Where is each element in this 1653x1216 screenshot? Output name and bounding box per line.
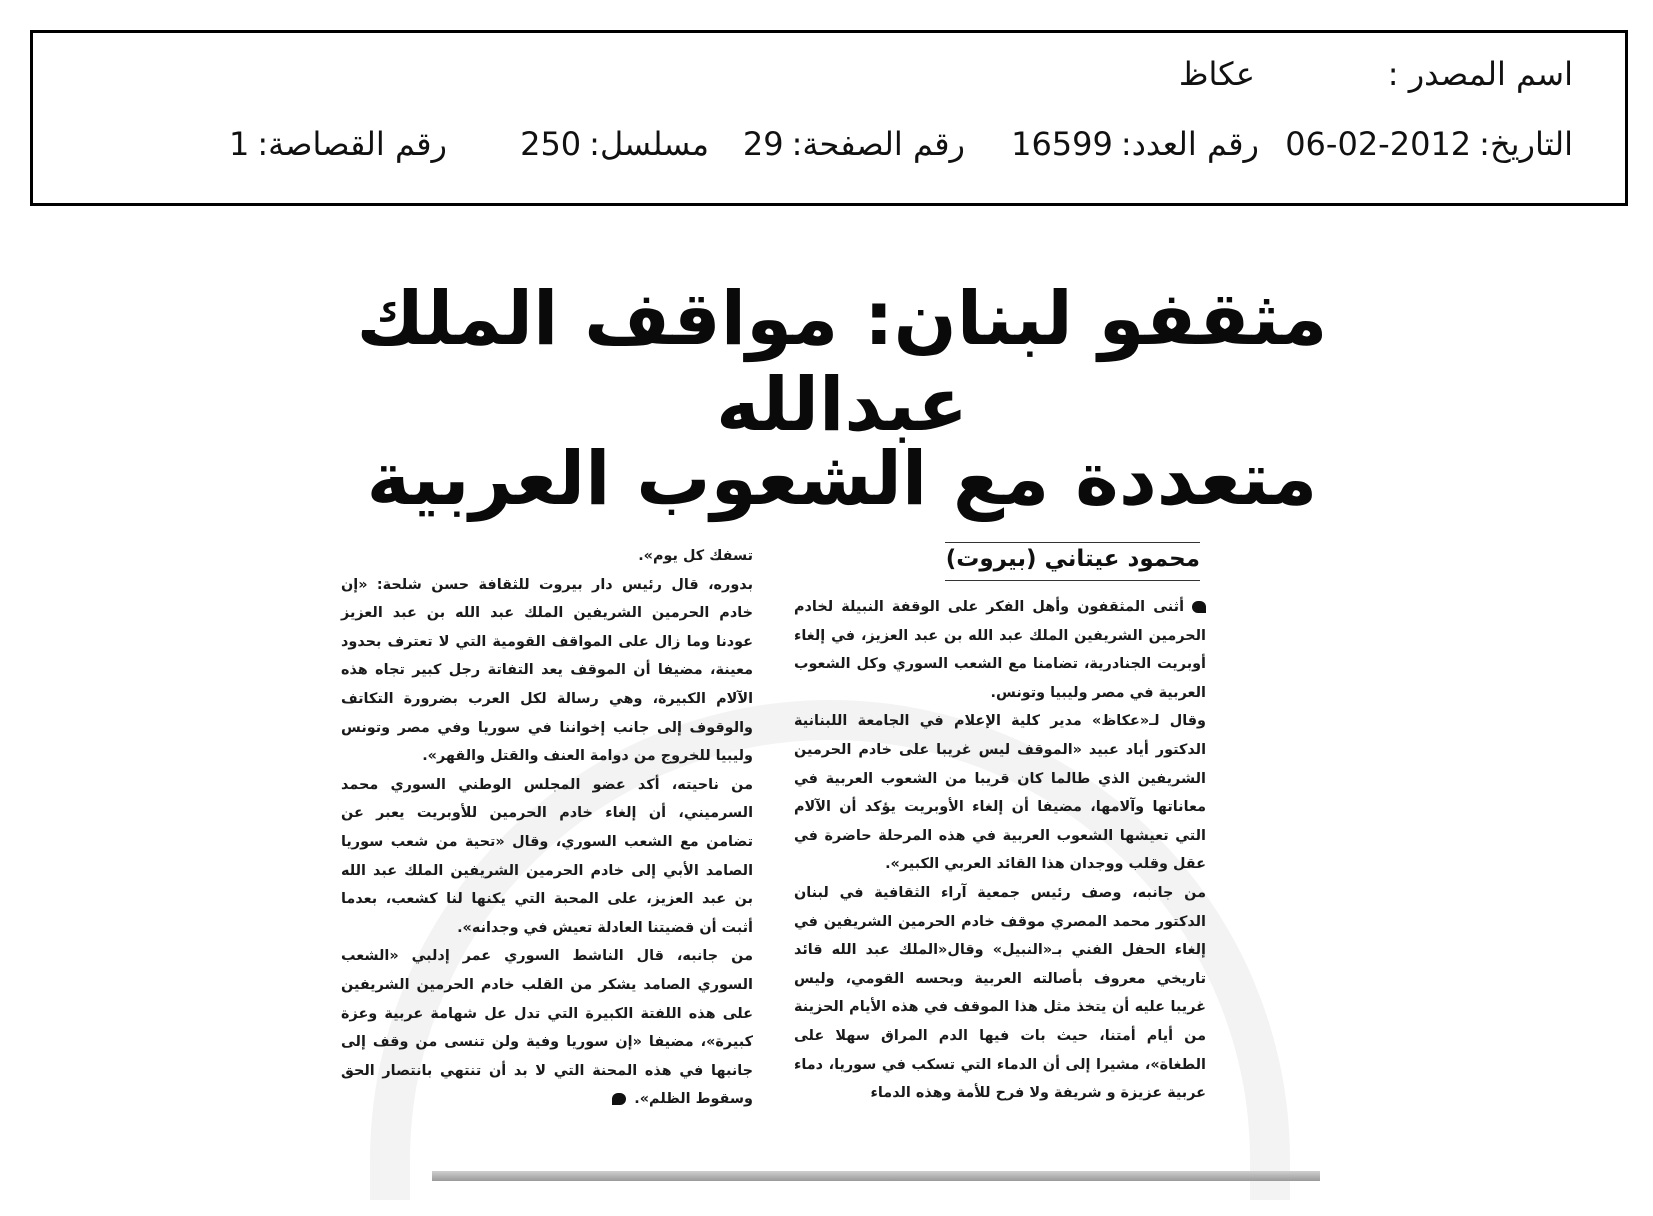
issue-field [1011, 125, 1259, 163]
byline: محمود عيتاني (بيروت) [945, 542, 1200, 581]
date-field [1285, 125, 1573, 163]
date-value: 2012-02-06 [1285, 125, 1472, 163]
serial-field [520, 125, 709, 163]
article-column-right [794, 593, 1206, 1108]
divider-bar [432, 1171, 1320, 1181]
article-column-left [341, 542, 753, 1114]
headline-line-2: متعددة مع الشعوب العربية [366, 436, 1318, 522]
paragraph: أثنى المثقفون وأهل الفكر على الوقفة النبيلة لخادم الحرمين الشريفين الملك عبد الله بن عبد العزيز، في إلغاء أوبريت الجنادرية، تضامنا مع الشعب السوري وكل الشعوب العربية في مصر وليبيا وتونس. [794, 599, 1206, 701]
serial-label: مسلسل: [589, 125, 709, 163]
quote-close-icon [612, 1093, 626, 1105]
source-label: اسم المصدر : [1387, 55, 1573, 93]
clip-field [229, 125, 447, 163]
clip-value: 1 [228, 125, 250, 163]
issue-label: رقم العدد: [1120, 125, 1259, 163]
source-info-box [30, 30, 1628, 206]
paragraph: من جانبه، وصف رئيس جمعية آراء الثقافية في لبنان الدكتور محمد المصري موقف خادم الحرمين الشريفين في إلغاء الحفل الفني بـ«النبيل» وقال«الملك عبد الله قائد تاريخي معروف بأصالته العربية وبحسه القومي، وليس غريبا عليه أن يتخذ مثل هذا الموقف في هذه الأيام الحزينة من أيام أمتنا، حيث بات فيها الدم المراق سهلا على الطغاة»، مشيرا إلى أن الدماء التي تسكب في سوريا، دماء عربية عزيزة و شريفة ولا فرح للأمة وهذه الدماء [794, 884, 1206, 1102]
page-field [743, 125, 965, 163]
paragraph: بدوره، قال رئيس دار بيروت للثقافة حسن شلحة: «إن خادم الحرمين الشريفين الملك عبد الله بن عبد العزيز عودنا وما زال على المواقف القومية التي لا تعترف بحدود معينة، مضيفا أن الموقف يعد التفاتة رجل كبير تجاه هذه الآلام الكبيرة، وهي رسالة لكل العرب بضرورة التكاتف والوقوف إلى جانب إخواننا في سوريا وفي مصر وتونس وليبيا للخروج من دوامة العنف والقتل والقهر». [341, 576, 753, 765]
serial-value: 250 [520, 125, 582, 163]
paragraph: تسفك كل يوم». [638, 548, 753, 564]
source-value: عكاظ [1178, 55, 1255, 93]
date-label: التاريخ: [1479, 125, 1573, 163]
clip-label: رقم القصاصة: [257, 125, 447, 163]
paragraph: من ناحيته، أكد عضو المجلس الوطني السوري محمد السرميني، أن إلغاء خادم الحرمين للأوبريت يعبر عن تضامن مع الشعب السوري، وقال «تحية من شعب سوريا الصامد الأبي إلى خادم الحرمين الشريفين الملك عبد الله بن عبد العزيز، على المحبة التي يكنها لنا كشعب، بعدما أثبت أن قضيتنا العادلة تعيش في وجدانه». [341, 776, 753, 936]
headline-line-1: مثقفو لبنان: مواقف الملك عبدالله [356, 276, 1328, 448]
news-clipping [341, 250, 1332, 1205]
issue-value: 16599 [1011, 125, 1113, 163]
page-label: رقم الصفحة: [791, 125, 965, 163]
paragraph: وقال لـ«عكاظ» مدير كلية الإعلام في الجامعة اللبنانية الدكتور أياد عبيد «الموقف ليس غريبا على خادم الحرمين الشريفين الذي طالما كان قريبا من الشعوب العربية في معاناتها وآلامها، مضيفا أن إلغاء الأوبريت يؤكد أن الآلام التي تعيشها الشعوب العربية في هذه المرحلة حاضرة في عقل وقلب ووجدان هذا القائد العربي الكبير». [794, 713, 1206, 873]
quote-open-icon [1192, 601, 1206, 613]
paragraph: من جانبه، قال الناشط السوري عمر إدلبي «الشعب السوري الصامد يشكر من القلب خادم الحرمين الشريفين على هذه اللفتة الكبيرة التي تدل عل شهامة عربية وعزة كبيرة»، مضيفا «إن سوريا وفية ولن تنسى من وقف إلى جانبها في هذه المحنة التي لا بد أن تنتهي بانتصار الحق وسقوط الظلم». [341, 948, 753, 1108]
page-value: 29 [742, 125, 784, 163]
